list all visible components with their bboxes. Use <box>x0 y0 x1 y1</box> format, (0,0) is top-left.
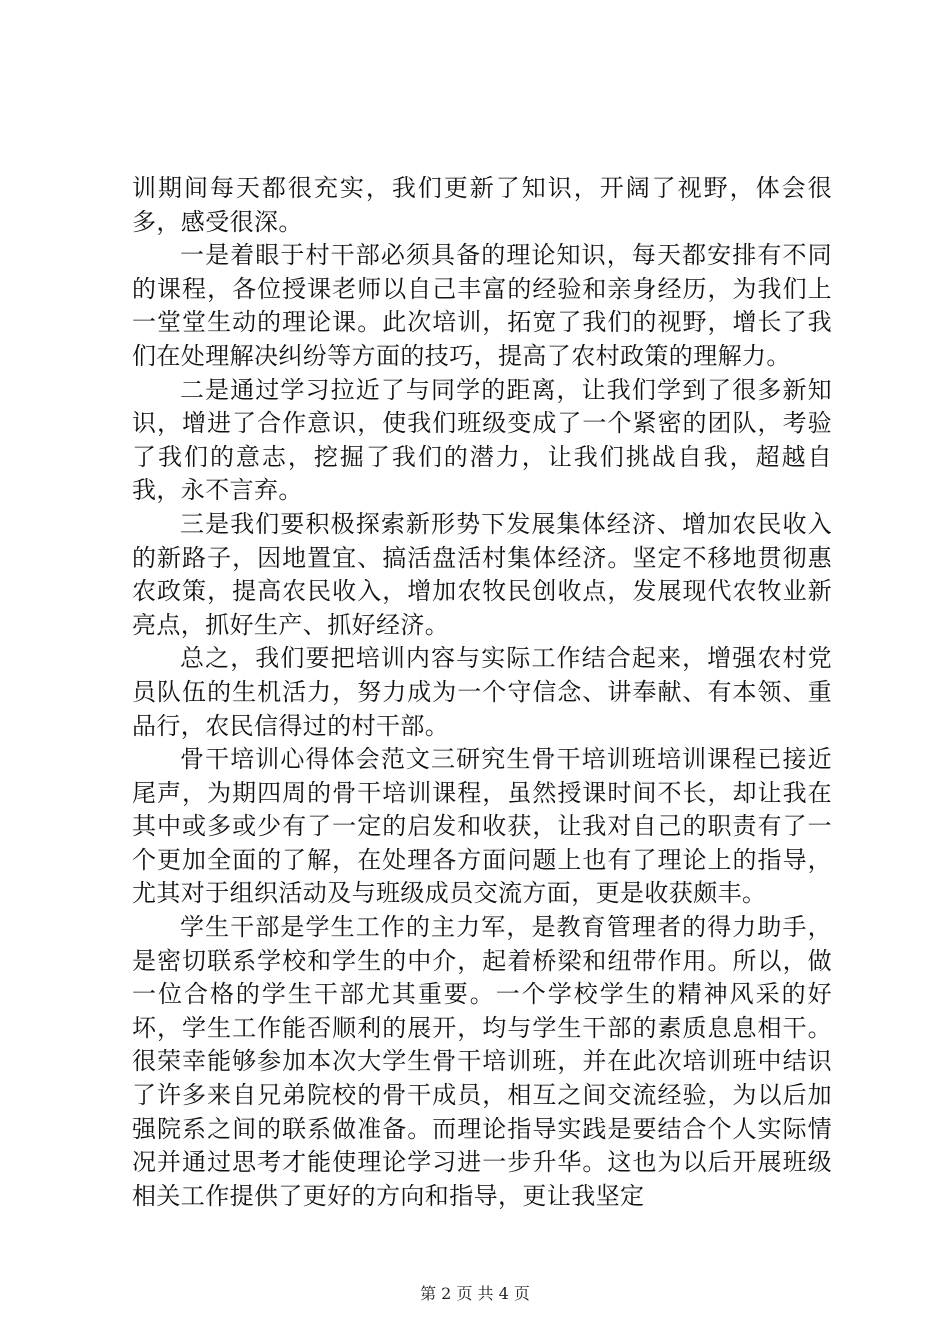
paragraph-point-two: 二是通过学习拉近了与同学的距离，让我们学到了很多新知识，增进了合作意识，使我们班级变成了一个紧密的团队，考验了我们的意志，挖掘了我们的潜力，让我们挑战自我，超越自我，永不言弃。 <box>132 375 832 505</box>
paragraph-summary: 总之，我们要把培训内容与实际工作结合起来，增强农村党员队伍的生机活力，努力成为一个守信念、讲奉献、有本领、重品行，农民信得过的村干部。 <box>132 644 832 740</box>
document-body <box>132 172 832 1213</box>
paragraph-essay-three-intro: 骨干培训心得体会范文三研究生骨干培训班培训课程已接近尾声，为期四周的骨干培训课程，虽然授课时间不长，却让我在其中或多或少有了一定的启发和收获，让我对自己的职责有了一个更加全面的了解，在处理各方面问题上也有了理论上的指导，尤其对于组织活动及与班级成员交流方面，更是收获颇丰。 <box>132 745 832 908</box>
paragraph-point-one: 一是着眼于村干部必须具备的理论知识，每天都安排有不同的课程，各位授课老师以自己丰富的经验和亲身经历，为我们上一堂堂生动的理论课。此次培训，拓宽了我们的视野，增长了我们在处理解决纠纷等方面的技巧，提高了农村政策的理解力。 <box>132 241 832 370</box>
paragraph-continuation: 训期间每天都很充实，我们更新了知识，开阔了视野，体会很多，感受很深。 <box>132 174 832 236</box>
paragraph-student-cadres: 学生干部是学生工作的主力军，是教育管理者的得力助手，是密切联系学校和学生的中介，起着桥梁和纽带作用。所以，做一位合格的学生干部尤其重要。一个学校学生的精神风采的好坏，学生工作能否顺利的展开，均与学生干部的素质息息相干。很荣幸能够参加本次大学生骨干培训班，并在此次培训班中结识了许多来自兄弟院校的骨干成员，相互之间交流经验，为以后加强院系之间的联系做准备。而理论指导实践是要结合个人实际情况并通过思考才能使理论学习进一步升华。这也为以后开展班级相关工作提供了更好的方向和指导，更让我坚定 <box>132 913 832 1210</box>
paragraph-point-three: 三是我们要积极探索新形势下发展集体经济、增加农民收入的新路子，因地置宜、搞活盘活村集体经济。坚定不移地贯彻惠农政策，提高农民收入，增加农牧民创收点，发展现代农牧业新亮点，抓好生产、抓好经济。 <box>132 509 832 639</box>
page-number-footer: 第 2 页 共 4 页 <box>420 1284 530 1303</box>
